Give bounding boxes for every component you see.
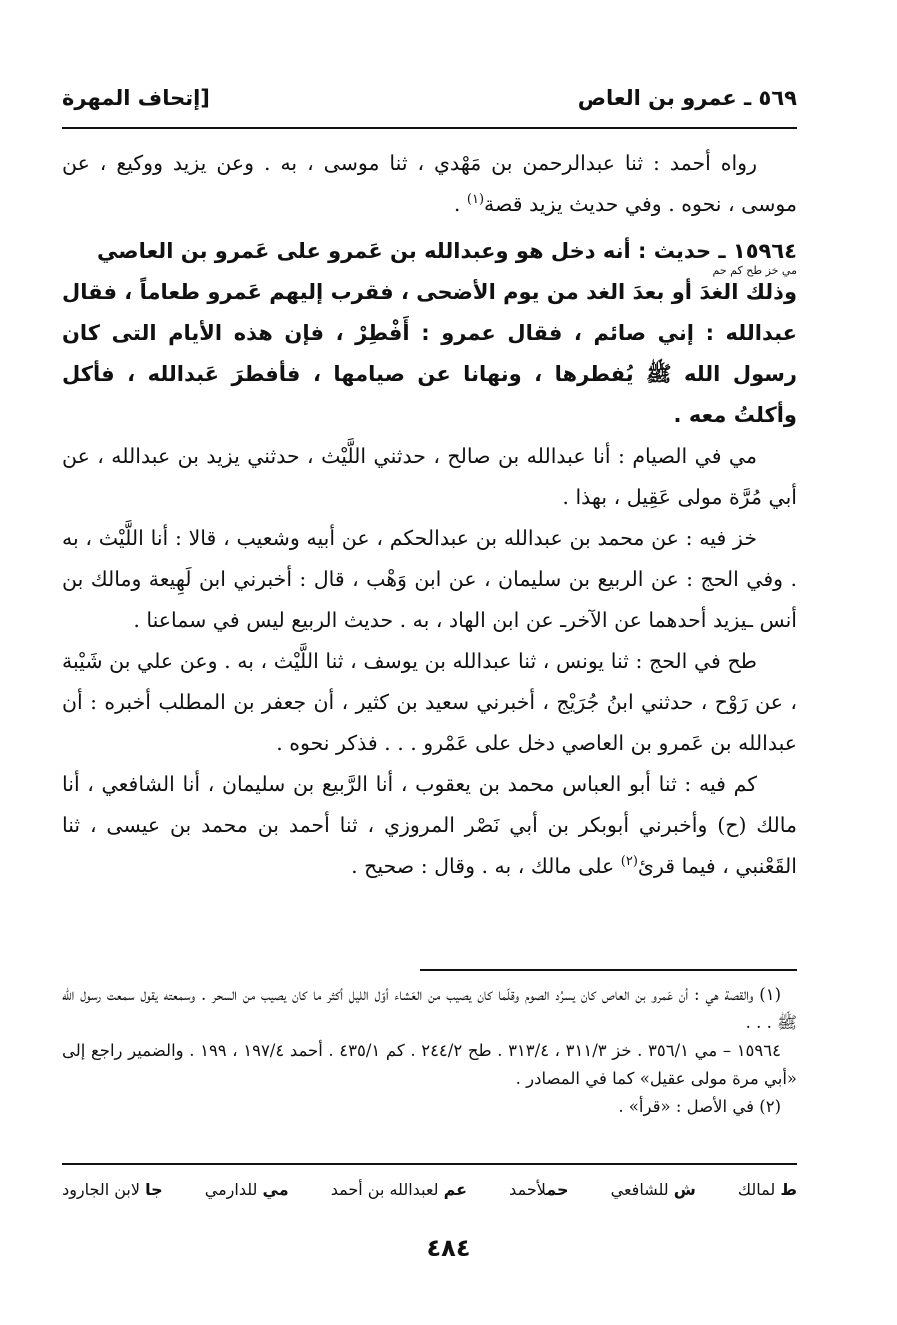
- paragraph-khz: خز فيه : عن محمد بن عبدالله بن عبدالحكم ، عن أبيه وشعيب ، قالا : أنا اللَّيْث ، به . وفي الحج : عن الربيع بن سليمان ، عن ابن وَهْب ، قال : أخبرني ابن لَهِيعة ومالك بن أنس ـيزيد أحدهما عن الآخرـ عن ابن الهاد ، به . حديث الربيع ليس في سماعنا .: [62, 526, 797, 632]
- running-head: [62, 80, 797, 116]
- header-rule: [62, 127, 797, 129]
- abbreviations-key: [62, 1180, 797, 1210]
- paragraph-mi: مي في الصيام : أنا عبدالله بن صالح ، حدثني اللَّيْث ، حدثني يزيد بن عبدالله ، عن أبي مُرَّة مولى عَقِيل ، بهذا .: [62, 444, 797, 509]
- footnotes: [62, 981, 797, 1121]
- book-title: [إتحاف المهرة: [62, 86, 210, 110]
- hadith-lead: ١٥٩٦٤ ـ حديث : أنه دخل هو وعبدالله بن عَمرو على عَمرو بن العاصي: [97, 239, 797, 263]
- hadith-source-codes: مي خز طح كم حم: [712, 264, 797, 277]
- abbrev-item: ط لمالك: [737, 1180, 797, 1199]
- footnote-2: (٢) في الأصل : «قرأ» .: [618, 1097, 781, 1116]
- footnote-1: (١) والقصة هي : أن عَمرو بن العاص كان يسرُد الصوم وقلّما كان يصيب من العَشاء أوّل الليل أكثر ما كان يصيب من السحر . وسمعته يقول سمعت رسول الله ﷺ . . .: [62, 985, 797, 1032]
- footnote-ref-1[interactable]: (١): [466, 192, 485, 208]
- main-text: [62, 143, 797, 887]
- abbreviations-rule: [62, 1163, 797, 1165]
- abbrev-item: حملأحمد: [509, 1180, 569, 1199]
- abbrev-item: عم لعبدالله بن أحمد: [330, 1180, 468, 1199]
- page-number: ٤٨٤: [426, 1234, 471, 1262]
- hadith-body: وذلك الغدَ أو بعدَ الغد من يوم الأضحى ، فقرب إليهم عَمرو طعاماً ، فقال عبدالله : إني صائم ، فقال عمرو : أَفْطِرْ ، فإن هذه الأيام التى كان رسول الله ﷺ يُفطرها ، ونهانا عن صيامها ، فأفطرَ عَبدالله ، فأكل وأكلتُ معه .: [62, 280, 797, 427]
- footnote-ref-2[interactable]: (٢): [620, 854, 638, 870]
- abbrev-item: مي للدارمي: [204, 1180, 289, 1199]
- footnote-rule: [420, 969, 797, 971]
- paragraph-ahmad: رواه أحمد : ثنا عبدالرحمن بن مَهْدي ، ثنا موسى ، به . وعن يزيد ووكيع ، عن موسى ، نحوه . وفي حديث يزيد قصة$^{(١)}$ .: [62, 151, 797, 216]
- paragraph-tah: طح في الحج : ثنا يونس ، ثنا عبدالله بن يوسف ، ثنا اللَّيْث ، به . وعن علي بن شَيْبة ، عن رَوْح ، حدثني ابنُ جُرَيْج ، أخبرني سعيد بن كثير ، أن جعفر بن المطلب أخبره : أن عبدالله بن عَمرو بن العاصي دخل على عَمْرو . . . فذكر نحوه .: [62, 649, 797, 755]
- abbrev-item: ش للشافعي: [610, 1180, 696, 1199]
- chapter-title: ٥٦٩ ـ عمرو بن العاص: [577, 86, 797, 110]
- hadith-entry: [62, 231, 797, 436]
- paragraph-kam: كم فيه : ثنا أبو العباس محمد بن يعقوب ، أنا الرَّبيع بن سليمان ، أنا الشافعي ، أنا مالك (ح) وأخبرني أبوبكر بن أبي نَصْر المروزي ، ثنا أحمد بن محمد بن عيسى ، ثنا القَعْنبي ، فيما قرئ$^{(٢)}$ على مالك ، به . وقال : صحيح .: [62, 772, 797, 878]
- footnote-sources: ١٥٩٦٤ – مي ٣٥٦/١ . خز ٣١١/٣ ، ٣١٣/٤ . طح ٢٤٤/٢ . كم ٤٣٥/١ . أحمد ١٩٧/٤ ، ١٩٩ . والضمير راجع إلى «أبي مرة مولى عقيل» كما في المصادر .: [62, 1041, 797, 1088]
- abbrev-item: جا لابن الجارود: [62, 1180, 163, 1199]
